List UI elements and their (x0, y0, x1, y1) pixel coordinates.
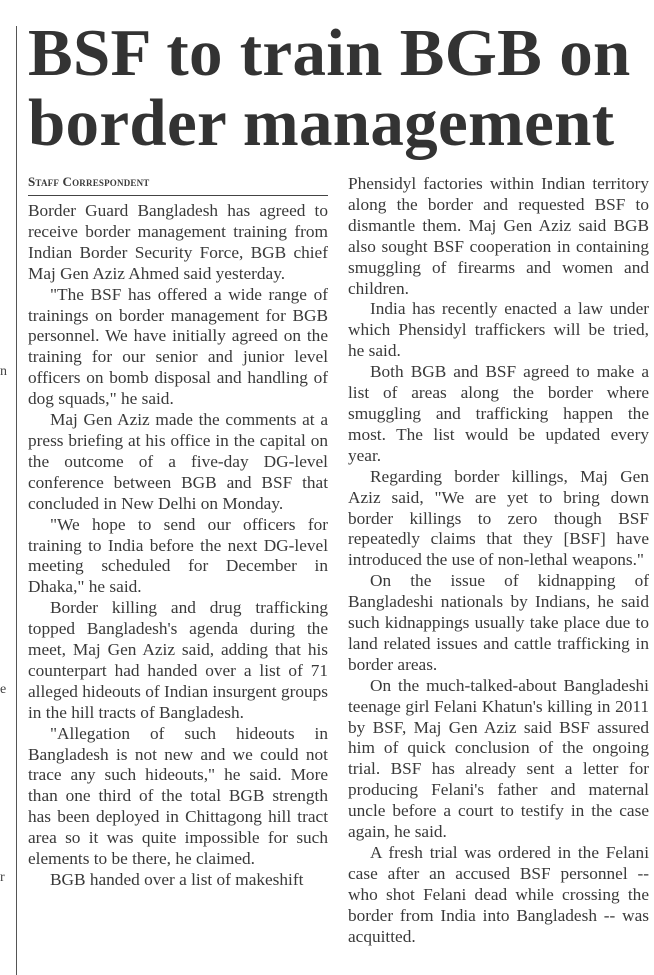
headline-line-1: BSF to train BGB on (28, 16, 631, 90)
paragraph: On the issue of kidnapping of Bangladeshi nationals by Indians, he said such kidnappings usually take place due to land related issues and cattle trafficking in border areas. (348, 571, 649, 674)
paragraph: "The BSF has offered a wide range of trainings on border management for BGB personnel. We have initially agreed on the training for our senior and junior level officers on bomb disposal and handling of dog squads," he said. (28, 284, 328, 409)
paragraph: India has recently enacted a law under which Phensidyl traffickers will be tried, he said. (348, 299, 649, 361)
paragraph: BGB handed over a list of makeshift (50, 870, 304, 889)
paragraph: Maj Gen Aziz made the comments at a press briefing at his office in the capital on the outcome of a five-day DG-level conference between BGB and BSF that concluded in New Delhi on Monday. (28, 410, 328, 513)
paragraph: Regarding border killings, Maj Gen Aziz said, "We are yet to bring down border killings to zero though BSF repeatedly claims that they [BSF] have introduced the use of non-lethal weapons." (348, 466, 649, 570)
column-divider-rule (16, 26, 17, 975)
paragraph: A fresh trial was ordered in the Felani case after an accused BSF personnel -- who shot Felani dead while crossing the border from India into Bangladesh -- was acquitted. (348, 843, 649, 946)
byline: Staff Correspondent (28, 172, 328, 196)
adjacent-column-fragment: n (0, 364, 7, 379)
paragraph: On the much-talked-about Bangladeshi teenage girl Felani Khatun's killing in 2011 by BSF, Maj Gen Aziz said BSF assured him of quick conclusion of the ongoing trial. BSF has already sent a letter for producing Felani's father and maternal uncle before a court to testify in the case again, he said. (348, 675, 649, 842)
headline (28, 18, 654, 158)
headline-line-2: border management (28, 86, 615, 160)
paragraph: Border killing and drug trafficking topped Bangladesh's agenda during the meet, Maj Gen Aziz said, adding that his counterpart had handed over a list of 71 alleged hideouts of Indian insurgent groups in the hill tracts of Bangladesh. (28, 598, 328, 722)
paragraph: Phensidyl factories within Indian territory along the border and requested BSF to dismantle them. Maj Gen Aziz said BGB also sought BSF cooperation in containing smuggling of firearms and women and children. (348, 174, 649, 298)
adjacent-column-fragment: r (0, 870, 5, 885)
paragraph: Border Guard Bangladesh has agreed to receive border management training from Indian Border Security Force, BGB chief Maj Gen Aziz Ahmed said yesterday. (28, 201, 328, 283)
paragraph: "Allegation of such hideouts in Bangladesh is not new and we could not trace any such hideouts," he said. More than one third of the total BGB strength has been deployed in Chittagong hill tract area so it was quite impossible for such elements to be there, he claimed. (28, 723, 328, 869)
adjacent-column-fragment: e (0, 682, 7, 697)
paragraph: "We hope to send our officers for training to India before the next DG-level meeting scheduled for December in Dhaka," he said. (28, 514, 328, 597)
paragraph: Both BGB and BSF agreed to make a list of areas along the border where smuggling and trafficking happen the most. The list would be updated every year. (348, 362, 649, 465)
article-column-left (28, 172, 328, 891)
article-column-right (348, 174, 649, 948)
